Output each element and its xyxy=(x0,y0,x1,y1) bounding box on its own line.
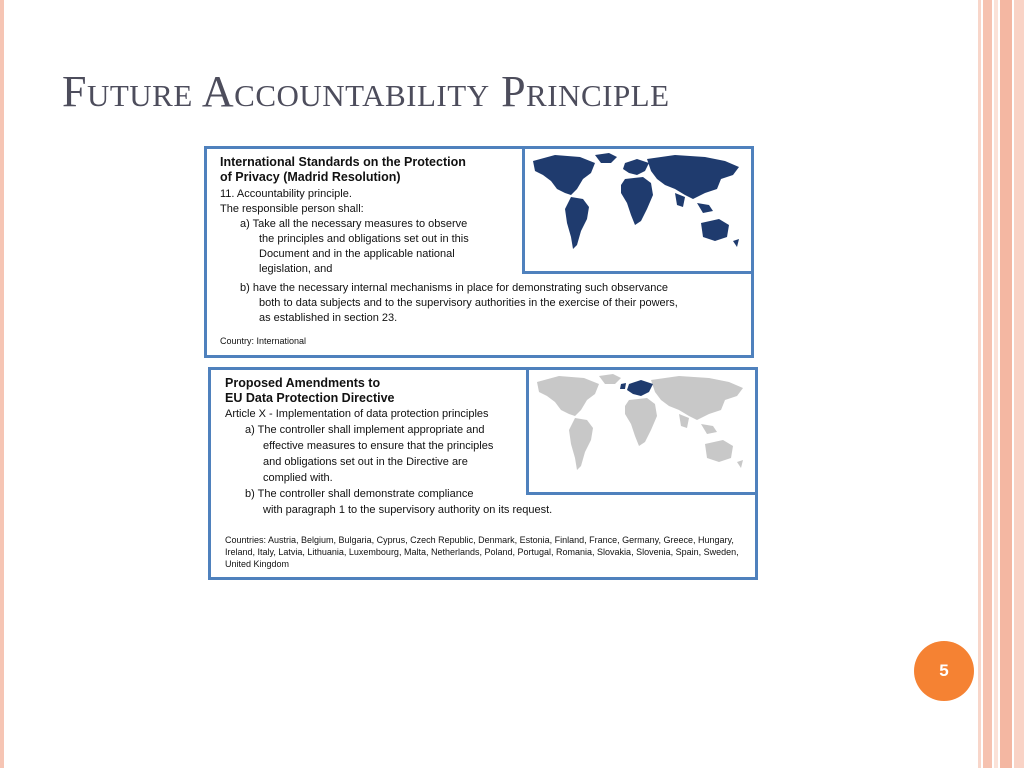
panel2-item-a-line2: effective measures to ensure that the principles xyxy=(263,440,494,452)
panel2-item-b-line2: with paragraph 1 to the supervisory authority on its request. xyxy=(263,504,553,516)
slide-title: Future Accountability Principle xyxy=(62,67,670,116)
panel2-title-line2: EU Data Protection Directive xyxy=(225,391,395,405)
eu-directive-panel xyxy=(208,367,758,580)
panel1-principle: 11. Accountability principle. xyxy=(220,188,352,200)
panel1-item-a-line1: a) Take all the necessary measures to observe xyxy=(240,218,468,230)
panel1-item-a-line2: the principles and obligations set out in this xyxy=(259,233,469,245)
panel1-item-b-line1: b) have the necessary internal mechanisms in place for demonstrating such observance xyxy=(240,282,669,294)
right-decorative-strips xyxy=(978,0,1024,768)
panel2-item-a-line4: complied with. xyxy=(263,472,333,484)
left-decorative-edge xyxy=(0,0,4,768)
world-map-eu-icon xyxy=(529,370,755,492)
world-map-icon xyxy=(525,149,751,271)
panel2-title-line1: Proposed Amendments to xyxy=(225,376,381,390)
panel1-item-b-line2: both to data subjects and to the supervisory authorities in the exercise of their powers, xyxy=(259,297,678,309)
panel1-title-line1: International Standards on the Protection xyxy=(220,155,466,169)
panel1-item-a-line4: legislation, and xyxy=(259,263,333,275)
panel1-item-a-line3: Document and in the applicable national xyxy=(259,248,455,260)
madrid-resolution-panel xyxy=(204,146,754,358)
world-map-eu-highlighted xyxy=(526,367,758,495)
panel2-article: Article X - Implementation of data protection principles xyxy=(225,408,489,420)
panel1-country: Country: International xyxy=(220,336,307,346)
panel2-item-b-line1: b) The controller shall demonstrate compliance xyxy=(245,488,474,500)
panel1-intro: The responsible person shall: xyxy=(220,203,364,215)
panel2-countries: Countries: Austria, Belgium, Bulgaria, Cyprus, Czech Republic, Denmark, Estonia, Finland, France, Germany, Greece, Hungary, Ireland, Italy, Latvia, Lithuania, Luxembourg, Malta, Netherlands, Poland, Portugal, Romania, Slovakia, Slovenia, Spain, Sweden, United Kingdom xyxy=(225,535,739,569)
eu-directive-text xyxy=(225,376,552,518)
panel2-item-a-line3: and obligations set out in the Directive are xyxy=(263,456,468,468)
panel1-item-b-line3: as established in section 23. xyxy=(259,312,398,324)
page-number-badge: 5 xyxy=(914,641,974,701)
panel2-item-a-line1: a) The controller shall implement appropriate and xyxy=(245,424,485,436)
world-map-international xyxy=(522,146,754,274)
panel1-title-line2: of Privacy (Madrid Resolution) xyxy=(220,170,401,184)
